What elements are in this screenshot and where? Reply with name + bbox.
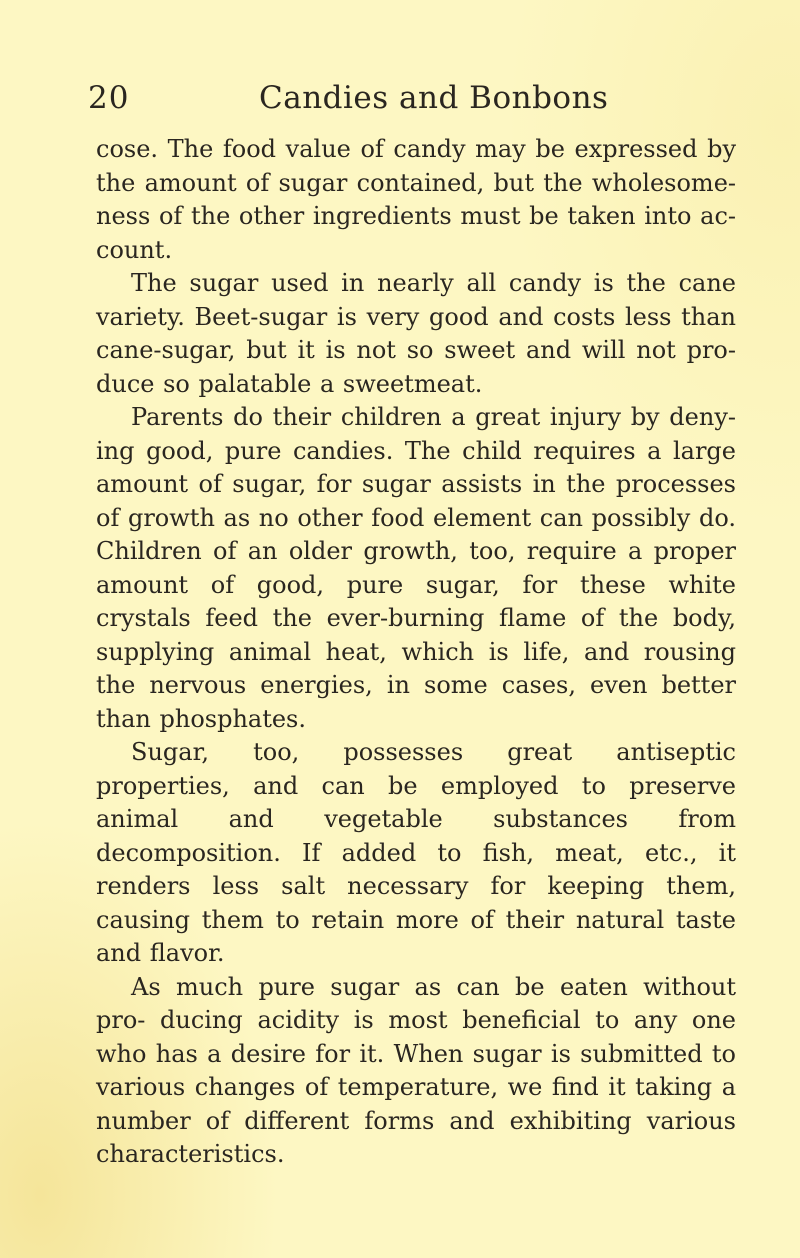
paragraph-5: As much pure sugar as can be eaten without pro- ducing acidity is most beneficial to any one who has a desire for it. When sugar is submitted to various changes of temperature, we find it taking a number of different forms and exhibiting various characteristics. bbox=[96, 972, 736, 1168]
page-number: 20 bbox=[88, 80, 130, 116]
paragraph-2: The sugar used in nearly all candy is the cane variety. Beet-sugar is very good and costs less than cane-sugar, but it is not so sweet and will not pro- duce so palatable a sweetmeat. bbox=[96, 269, 736, 398]
paragraph-4: Sugar, too, possesses great antiseptic properties, and can be employed to preserve animal and vegetable substances from decomposition. If added to fish, meat, etc., it renders less salt necessary for keeping them, causing them to retain more of their natural taste and flavor. bbox=[96, 738, 736, 967]
page-header bbox=[88, 78, 728, 128]
paragraph-3: Parents do their children a great injury by deny- ing good, pure candies. The child requires a large amount of sugar, for sugar assists in the processes of growth as no other food element can possibly do. Children of an older growth, too, require a proper amount of good, pure sugar, for these white crystals feed the ever-burning flame of the body, supplying animal heat, which is life, and rousing the nervous energies, in some cases, even better than phosphates. bbox=[96, 403, 736, 733]
body-text bbox=[96, 133, 736, 1172]
running-title: Candies and Bonbons bbox=[259, 80, 609, 116]
paragraph-1: cose. The food value of candy may be expressed by the amount of sugar contained, but the wholesome- ness of the other ingredients must be taken into ac- count. bbox=[96, 135, 736, 264]
